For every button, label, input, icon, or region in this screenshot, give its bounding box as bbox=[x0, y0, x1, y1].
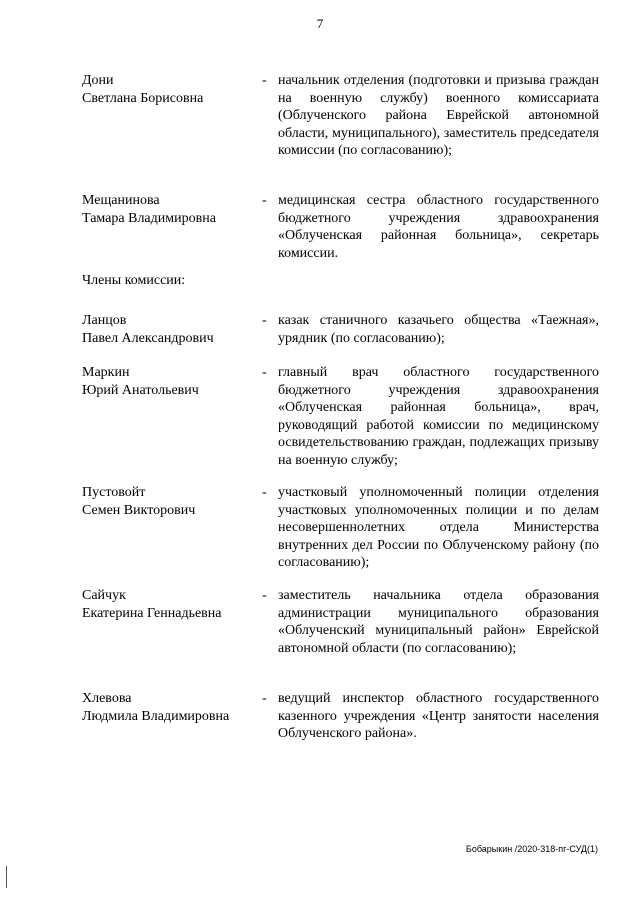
person-given-name: Павел Александрович bbox=[82, 330, 214, 346]
person-surname: Дони bbox=[82, 73, 114, 88]
separator-dash: - bbox=[262, 485, 267, 500]
person-name bbox=[82, 192, 257, 227]
separator-dash: - bbox=[262, 588, 267, 603]
separator-dash: - bbox=[262, 365, 267, 380]
person-role: начальник отделения (подготовки и призыва граждан на военную службу) военного комиссариата (Облученского района Еврейской автономной области, муниципального), заместитель председателя комиссии (по согласованию); bbox=[278, 73, 599, 158]
person-role: заместитель начальника отдела образования администрации муниципального образования «Облученский муниципальный район» Еврейской автономной области (по согласованию); bbox=[278, 588, 599, 656]
person-role: ведущий инспектор областного государственного казенного учреждения «Центр занятости населения Облученского района». bbox=[278, 691, 599, 741]
person-surname: Сайчук bbox=[82, 588, 126, 603]
person-surname: Мещанинова bbox=[82, 193, 160, 208]
person-surname: Пустовойт bbox=[82, 485, 146, 500]
person-given-name: Людмила Владимировна bbox=[82, 708, 230, 724]
person-role: главный врач областного государственного бюджетного учреждения здравоохранения «Облученская районная больница», врач, руководящий работой комиссии по медицинскому освидетельствованию граждан, подлежащих призыву на военную службу; bbox=[278, 365, 599, 468]
document-code: Бобарыкин /2020-318-пг-СУД(1) bbox=[465, 844, 598, 854]
person-name bbox=[82, 484, 257, 519]
person-name bbox=[82, 72, 257, 107]
separator-dash: - bbox=[262, 193, 267, 208]
person-role: участковый уполномоченный полиции отделения участковых уполномоченных полиции и по делам несовершеннолетних отдела Министерства внутренних дел России по Облученскому району (по согласованию); bbox=[278, 485, 599, 570]
person-surname: Маркин bbox=[82, 365, 130, 380]
person-given-name: Тамара Владимировна bbox=[82, 210, 216, 226]
person-role: казак станичного казачьего общества «Таежная», урядник (по согласованию); bbox=[278, 313, 599, 346]
person-given-name: Екатерина Геннадьевна bbox=[82, 605, 222, 621]
person-surname: Хлевова bbox=[82, 691, 132, 706]
person-name bbox=[82, 690, 257, 725]
margin-mark bbox=[6, 866, 7, 888]
page-number: 7 bbox=[316, 16, 324, 31]
person-surname: Ланцов bbox=[82, 313, 127, 328]
section-label-members: Члены комиссии: bbox=[82, 273, 186, 288]
separator-dash: - bbox=[262, 73, 267, 88]
person-given-name: Светлана Борисовна bbox=[82, 90, 204, 106]
person-role: медицинская сестра областного государственного бюджетного учреждения здравоохранения «Облученская районная больница», секретарь комиссии. bbox=[278, 193, 599, 261]
separator-dash: - bbox=[262, 691, 267, 706]
person-name bbox=[82, 364, 257, 399]
separator-dash: - bbox=[262, 313, 267, 328]
person-name bbox=[82, 587, 257, 622]
person-name bbox=[82, 312, 257, 347]
person-given-name: Семен Викторович bbox=[82, 502, 196, 518]
person-given-name: Юрий Анатольевич bbox=[82, 382, 199, 398]
